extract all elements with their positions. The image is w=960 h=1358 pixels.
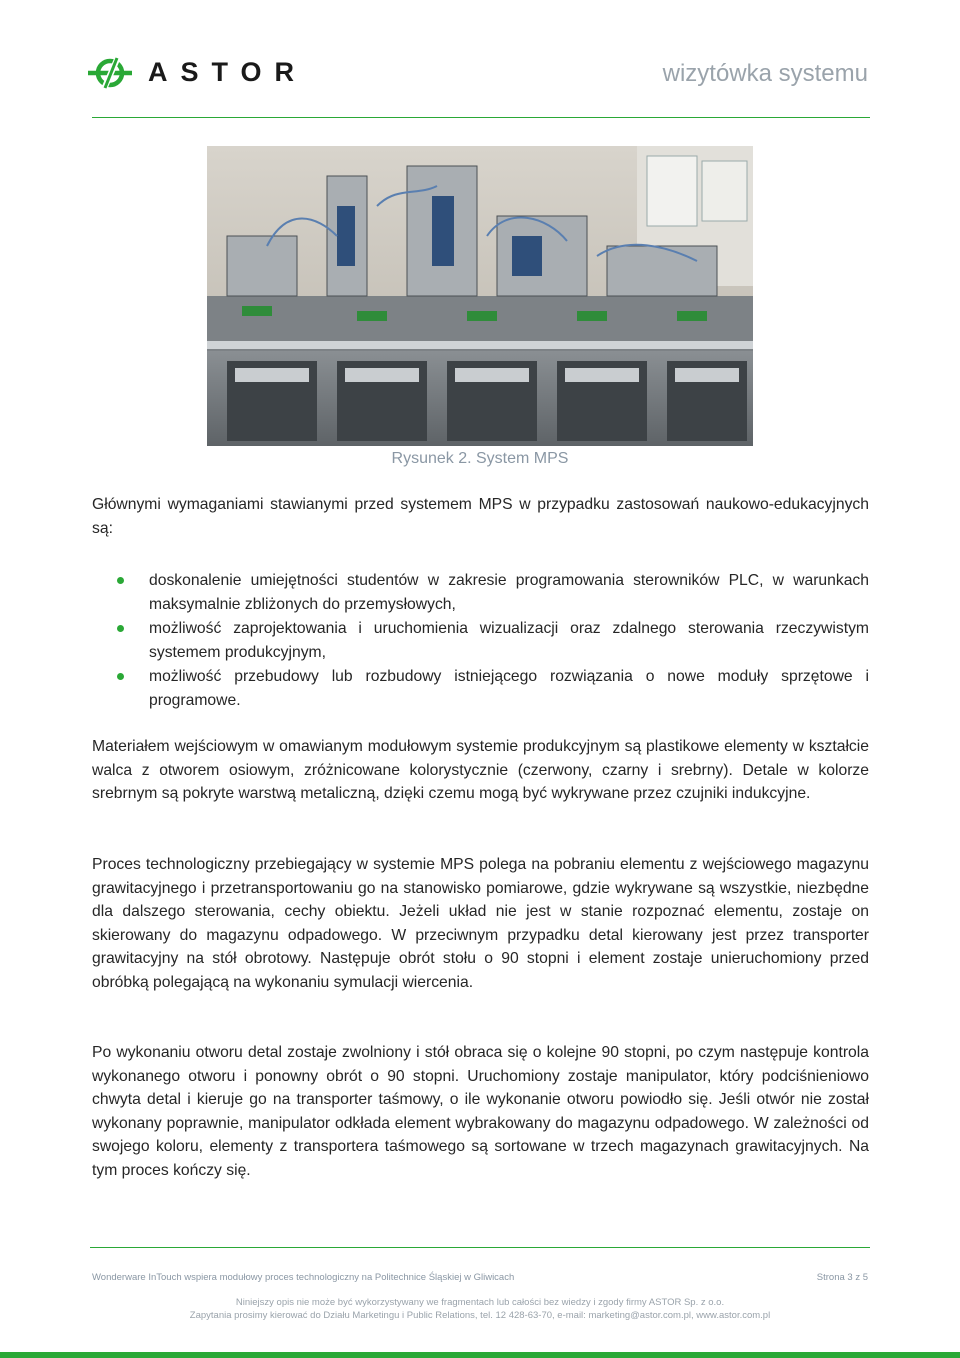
footer-title: Wonderware InTouch wspiera modułowy proces technologiczny na Politechnice Śląskiej w Gliwicach [92,1272,515,1283]
footer-note-1: Niniejszy opis nie może być wykorzystywany we fragmentach lub całości bez wiedzy i zgody firmy ASTOR Sp. z o.o. [235,1297,725,1308]
requirements-list [92,569,869,713]
page-number: Strona 3 z 5 [816,1272,868,1283]
footer-note-2: Zapytania prosimy kierować do Działu Marketingu i Public Relations, tel. 12 428-63-70, e-mail: marketing@astor.com.pl, www.astor.com.pl [189,1310,771,1321]
astor-logo [88,55,308,91]
logo-text: ASTOR [148,57,308,87]
list-item: możliwość zaprojektowania i uruchomienia wizualizacji oraz zdalnego sterowania rzeczywistym systemem produkcyjnym, [92,617,869,665]
paragraph: Po wykonaniu otworu detal zostaje zwolniony i stół obraca się o kolejne 90 stopni, po czym następuje kontrola wykonanego otworu i ponowny obrót o 90 stopni. Uruchomiony zostaje manipulator, który podciśnieniowo chwyta detal i kieruje go na transporter taśmowy, o ile wykonanie otworu powiodło się. Jeśli otwór nie został wykonany poprawnie, manipulator odkłada element wybrakowany do magazynu odpadowego. W zależności od swojego koloru, elementy z transportera taśmowego są sortowane w trzech magazynach grawitacyjnych. Na tym proces kończy się. [92,1044,869,1179]
paragraph: Proces technologiczny przebiegający w systemie MPS polega na pobraniu elementu z wejściowego magazynu grawitacyjnego i przetransportowaniu go na stanowisko pomiarowe, gdzie wykrywane są wszystkie, niezbędne dla dalszego sterowania, cechy obiektu. Jeżeli układ nie jest w stanie rozpoznać elementu, zostaje on skierowany do magazynu odpadowego. W przeciwnym przypadku detal kierowany jest przez transporter grawitacyjny na stół obrotowy. Następuje obrót stołu o 90 stopni i element zostaje unieruchomiony przed obróbką polegającą na wykonaniu symulacji wiercenia. [92,856,869,991]
bullet-icon [117,577,124,584]
list-item: doskonalenie umiejętności studentów w zakresie programowania sterowników PLC, w warunkach maksymalnie zbliżonych do przemysłowych, [92,569,869,617]
intro-paragraph: Głównymi wymaganiami stawianymi przed systemem MPS w przypadku zastosowań naukowo-edukacyjnych są: [92,496,869,537]
astor-logo-icon [88,55,140,91]
mps-system-photo [207,146,753,446]
list-item: możliwość przebudowy lub rozbudowy istniejącego rozwiązania o nowe moduły sprzętowe i programowe. [92,665,869,713]
bullet-icon [117,673,124,680]
paragraph: Materiałem wejściowym w omawianym modułowym systemie produkcyjnym są plastikowe elementy w kształcie walca z otworem osiowym, zróżnicowane kolorystycznie (czerwony, czarny i srebrny). Detale w kolorze srebrnym są pokryte warstwą metaliczną, dzięki czemu mogą być wykrywane przez czujniki indukcyjne. [92,738,869,802]
figure-caption: Rysunek 2. System MPS [391,450,569,467]
page-tag: wizytówka systemu [662,60,868,87]
footer-divider [90,1247,870,1248]
header-divider [92,117,870,118]
bottom-accent-bar [0,1352,960,1358]
bullet-icon [117,625,124,632]
